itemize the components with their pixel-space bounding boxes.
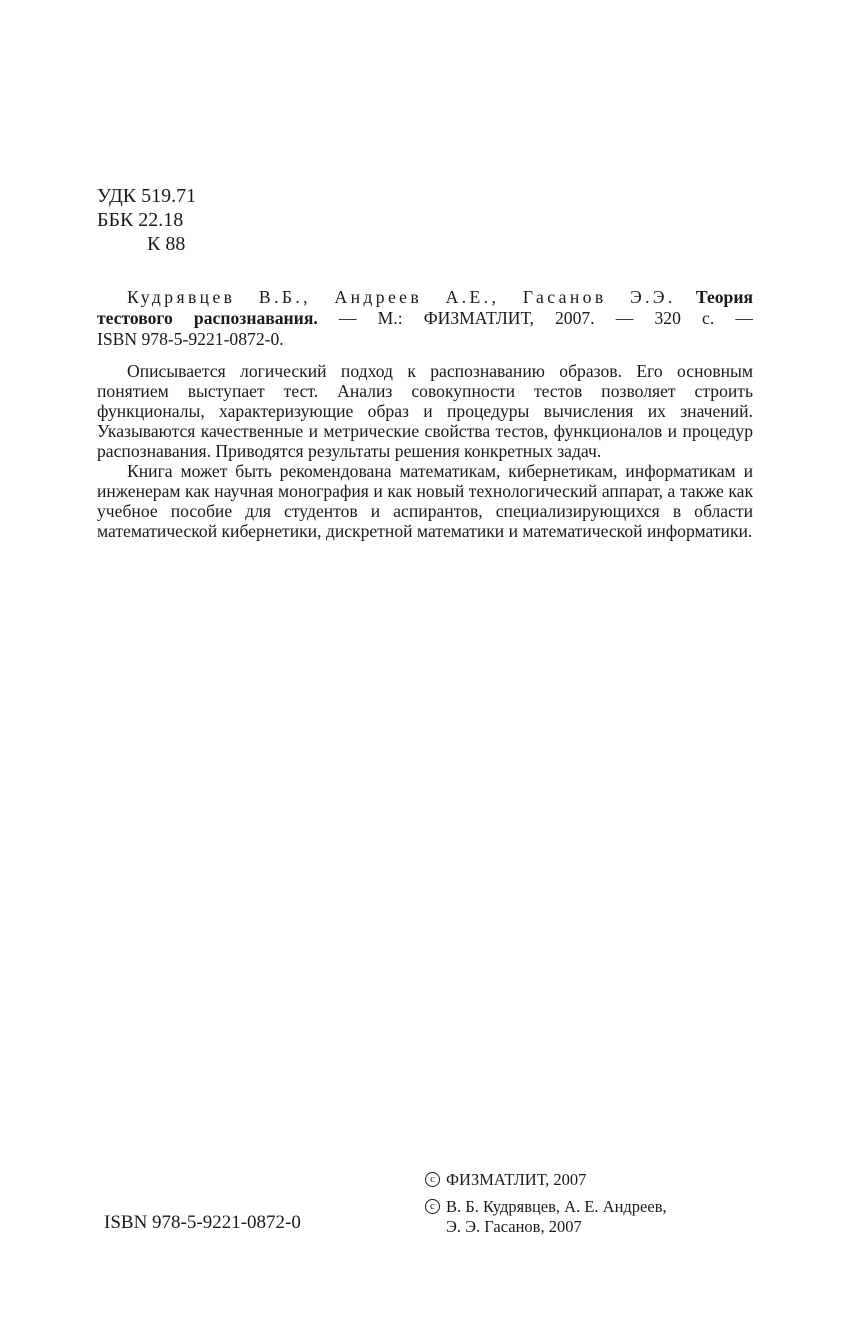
abstract-paragraph-1: Описывается логический подход к распознаванию образов. Его основным понятием выступает тест. Анализ совокупности тестов позволяет строить функционалы, характеризующие образ и процедуры вычисления их значений. Указываются качественные и метрические свойства тестов, функционалов и процедур распознавания. Приводятся результаты решения конкретных задач.: [97, 361, 753, 461]
copyright-icon: c: [425, 1199, 440, 1214]
copyright-publisher-line: [425, 1170, 667, 1190]
bibliographic-line-1: [97, 287, 753, 308]
copyright-authors-line: [425, 1197, 667, 1237]
copyright-block: [425, 1170, 667, 1244]
copyright-authors-1: В. Б. Кудрявцев, А. Е. Андреев,: [446, 1197, 667, 1216]
bibliographic-line-2: [97, 308, 753, 329]
bbk-code: ББК 22.18: [97, 209, 184, 231]
authors: Кудрявцев В.Б., Андреев А.Е., Гасанов Э.Э.: [127, 287, 676, 307]
book-title-part2: тестового распознавания.: [97, 308, 318, 328]
copyright-authors-2: Э. Э. Гасанов, 2007: [446, 1217, 582, 1236]
isbn-record: ISBN 978-5-9221-0872-0.: [97, 329, 284, 349]
book-title-part1: Теория: [695, 287, 753, 307]
classification-block: [97, 184, 196, 256]
author-mark: К 88: [147, 233, 186, 255]
udk-code: УДК 519.71: [97, 185, 197, 207]
publication-info: — М.: ФИЗМАТЛИТ, 2007. — 320 с. —: [317, 308, 753, 328]
bibliographic-record: [97, 287, 753, 350]
abstract-paragraph-2: Книга может быть рекомендована математикам, кибернетикам, информатикам и инженерам как научная монография и как новый технологический аппарат, а также как учебное пособие для студентов и аспирантов, специализирующихся в области математической кибернетики, дискретной математики и математической информатики.: [97, 461, 753, 541]
copyright-publisher: ФИЗМАТЛИТ, 2007: [446, 1170, 587, 1189]
copyright-icon: c: [425, 1172, 440, 1187]
footer-isbn: ISBN 978-5-9221-0872-0: [104, 1212, 301, 1233]
abstract: [97, 361, 753, 541]
